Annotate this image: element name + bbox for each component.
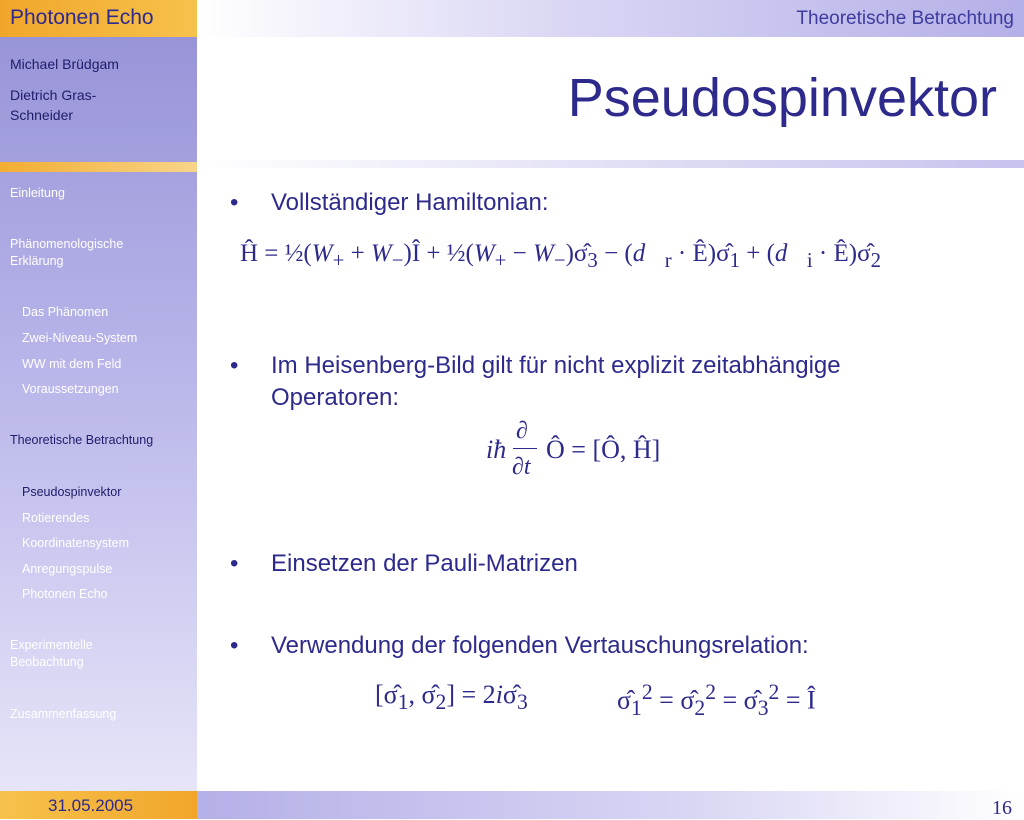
sidebar-divider: [0, 162, 197, 172]
nav-item-einleitung[interactable]: Einleitung: [10, 186, 65, 200]
nav-item-ww-feld[interactable]: WW mit dem Feld: [22, 357, 122, 371]
commutator-formula: [$\sigmâ_1$, $\sigmâ_2$] = $2i\sigmâ_3$: [375, 680, 528, 715]
bullet-text: Vollständiger Hamiltonian:: [271, 189, 549, 216]
bullet-text: Im Heisenberg-Bild gilt für nicht explizit zeitabhängige Operatoren:: [271, 352, 841, 411]
author-name: Schneider: [10, 107, 74, 123]
heisenberg-formula: iħ ∂ ∂t Ô = [Ô, Ĥ]: [486, 418, 661, 480]
nav-item-theoretische[interactable]: Theoretische Betrachtung: [10, 433, 154, 447]
bullet-text: Einsetzen der Pauli-Matrizen: [271, 550, 578, 577]
nav-item-experimentelle[interactable]: Experimentelle: [10, 638, 93, 652]
author-name: Dietrich Gras-: [10, 87, 97, 103]
bullet-marker: •: [230, 352, 239, 379]
nav-item-zusammenfassung[interactable]: Zusammenfassung: [10, 707, 117, 721]
slide-title: Pseudospinvektor: [567, 68, 997, 128]
sidebar: [0, 37, 197, 791]
nav-item-phaenomenologische-2[interactable]: Erklärung: [10, 254, 64, 268]
hamiltonian-formula: Ĥ = $\frac{1}{2}(W_+$ + $W_-)Î$ + $\frac{1}{2}(W_+$ − $W_-)\sigmâ_3$ − ($d⃗_r$ · $Ê)\sigmâ_1$ + ($d⃗_i$ · $Ê)\sigmâ_2$: [240, 240, 881, 272]
nav-item-rotierendes[interactable]: Rotierendes: [22, 511, 90, 525]
page-number: 16: [992, 797, 1012, 819]
author-name: Michael Brüdgam: [10, 56, 119, 72]
nav-item-photonen-echo[interactable]: Photonen Echo: [22, 587, 108, 601]
footer-date: 31.05.2005: [48, 796, 134, 815]
nav-item-das-phaenomen[interactable]: Das Phänomen: [22, 305, 109, 319]
bullet-marker: •: [230, 189, 239, 216]
footer-right-bar: [197, 791, 1024, 819]
nav-item-pseudospinvektor[interactable]: Pseudospinvektor: [22, 485, 122, 499]
nav-item-voraussetzungen[interactable]: Voraussetzungen: [22, 382, 119, 396]
nav-item-experimentelle-2[interactable]: Beobachtung: [10, 655, 84, 669]
nav-item-zwei-niveau[interactable]: Zwei-Niveau-System: [22, 331, 138, 345]
bullet-marker: •: [230, 550, 239, 577]
bullet-text: Verwendung der folgenden Vertauschungsrelation:: [271, 632, 809, 659]
nav-item-phaenomenologische[interactable]: Phänomenologische: [10, 237, 124, 251]
title-underline: [197, 160, 1024, 168]
pauli-square-formula: $\sigmâ_1^2$ = $\sigmâ_2^2$ = $\sigmâ_3^2$ = Î: [617, 680, 816, 720]
nav-item-anregungspulse[interactable]: Anregungspulse: [22, 562, 113, 576]
deck-title: Photonen Echo: [10, 6, 154, 29]
nav-item-koordinatensystem[interactable]: Koordinatensystem: [22, 536, 130, 550]
bullet-marker: •: [230, 632, 239, 659]
section-label: Theoretische Betrachtung: [796, 8, 1014, 29]
